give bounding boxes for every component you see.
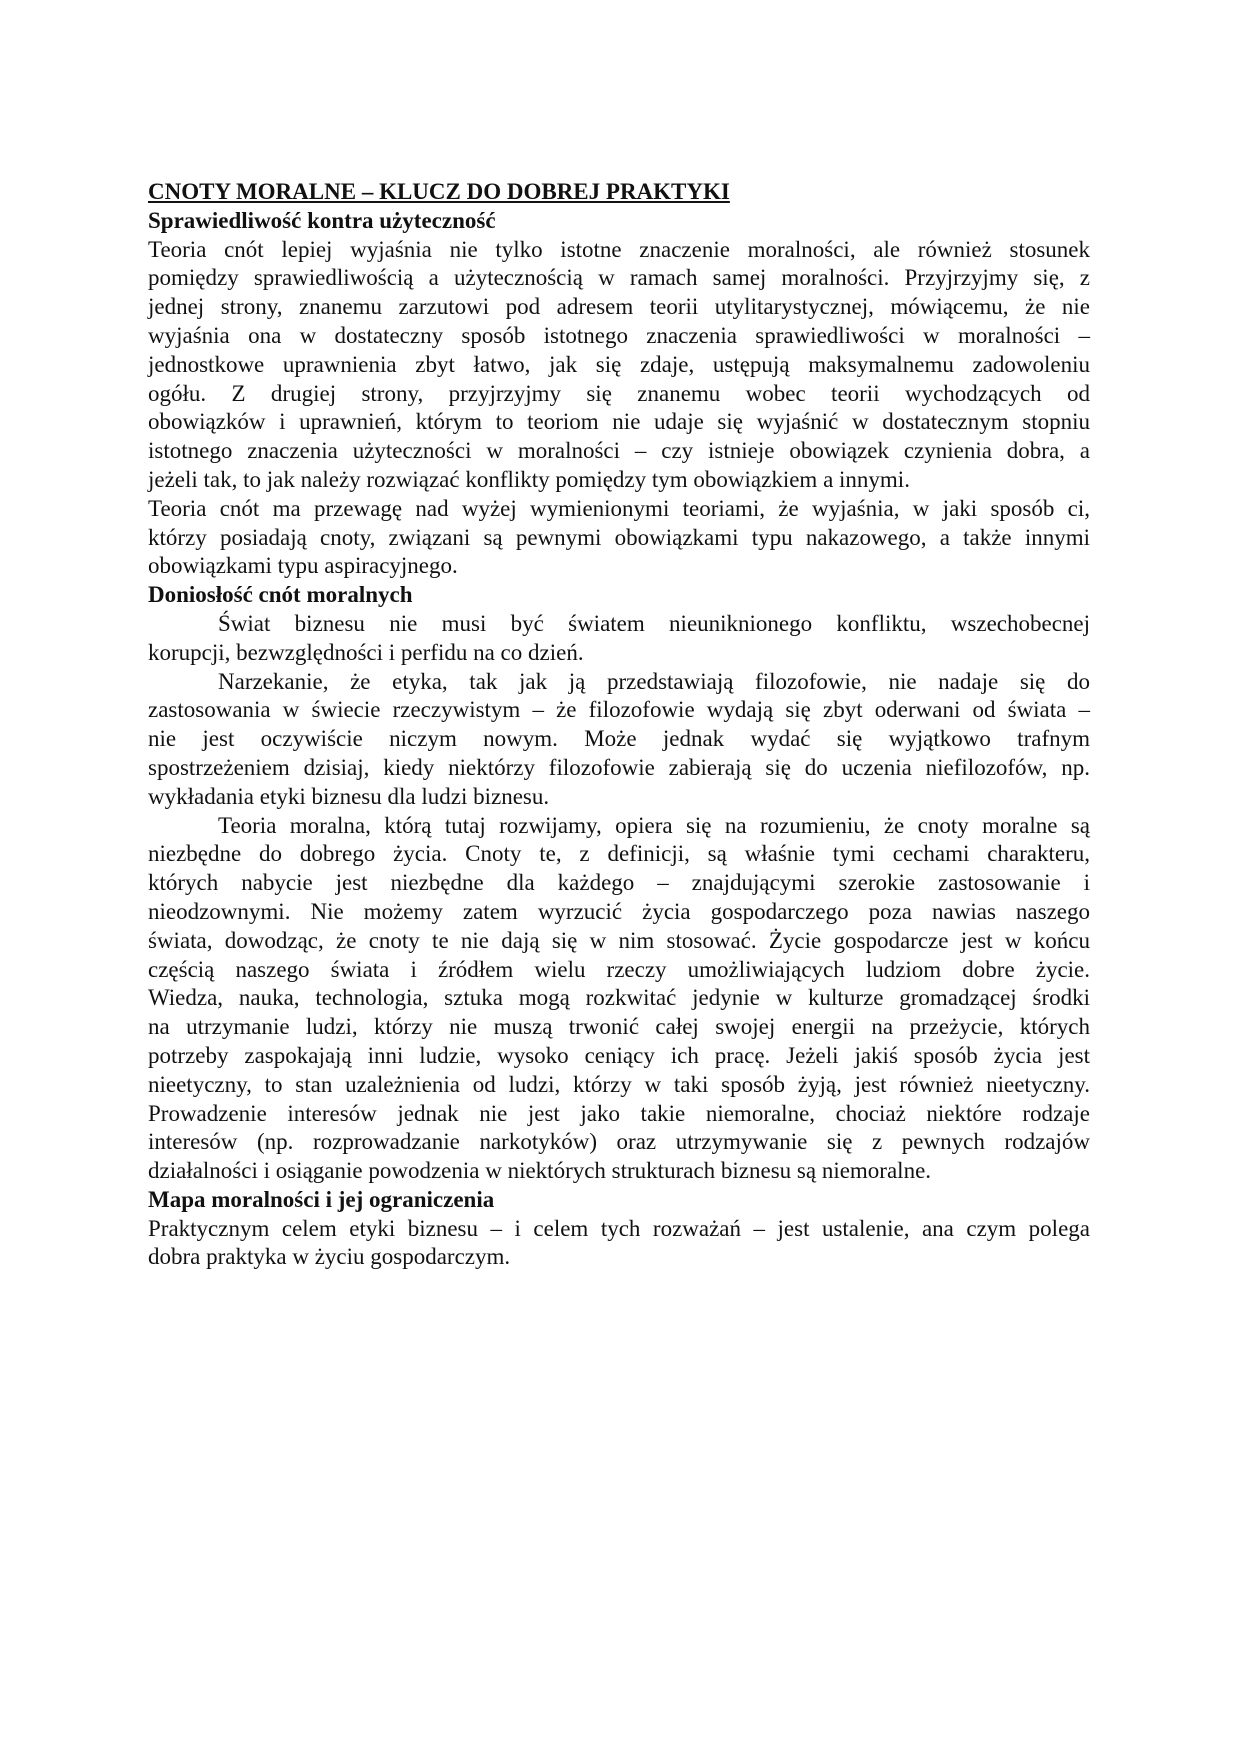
- section-heading: Doniosłość cnót moralnych: [148, 582, 413, 608]
- text-line: jeżeli tak, to jak należy rozwiązać konflikty pomiędzy tym obowiązkiem a innymi.: [148, 466, 910, 492]
- text-line: Wiedza, nauka, technologia, sztuka mogą rozkwitać jedynie w kulturze gromadzącej środki: [148, 985, 1090, 1011]
- paragraph: [148, 668, 1090, 812]
- text-line: Teoria moralna, którą tutaj rozwijamy, opiera się na rozumieniu, że cnoty moralne są: [218, 812, 1090, 838]
- text-line: nieetyczny, to stan uzależnienia od ludzi, którzy w taki sposób żyją, jest również nieetyczny.: [148, 1071, 1090, 1097]
- text-line: ogółu. Z drugiej strony, przyjrzyjmy się znanemu wobec teorii wychodzących od: [148, 380, 1090, 406]
- text-line: potrzeby zaspokajają inni ludzie, wysoko ceniący ich pracę. Jeżeli jakiś sposób życia jest: [148, 1042, 1090, 1068]
- text-line: częścią naszego świata i źródłem wielu rzeczy umożliwiających ludziom dobre życie.: [148, 956, 1090, 982]
- text-line: nie jest oczywiście niczym nowym. Może jednak wydać się wyjątkowo trafnym: [148, 726, 1090, 752]
- text-line: pomiędzy sprawiedliwością a użytecznością w ramach samej moralności. Przyjrzyjmy się, z: [148, 265, 1090, 291]
- text-line: wykładania etyki biznesu dla ludzi biznesu.: [148, 783, 550, 809]
- paragraph: [148, 1215, 1090, 1273]
- text-line: Narzekanie, że etyka, tak jak ją przedstawiają filozofowie, nie nadaje się do: [218, 668, 1090, 694]
- text-line: Teoria cnót ma przewagę nad wyżej wymienionymi teoriami, że wyjaśnia, w jaki sposób ci,: [148, 495, 1090, 521]
- text-line: obowiązków i uprawnień, którym to teoriom nie udaje się wyjaśnić w dostatecznym stopniu: [148, 409, 1090, 435]
- text-line: spostrzeżeniem dzisiaj, kiedy niektórzy filozofowie zabierają się do uczenia niefilozofów, np.: [148, 754, 1090, 780]
- text-line: zastosowania w świecie rzeczywistym – że filozofowie wydają się zbyt oderwani od świata –: [148, 697, 1090, 723]
- paragraph: [148, 236, 1090, 495]
- text-line: obowiązkami typu aspiracyjnego.: [148, 553, 458, 579]
- text-line: wyjaśnia ona w dostateczny sposób istotnego znaczenia sprawiedliwości w moralności –: [148, 322, 1090, 348]
- text-line: działalności i osiąganie powodzenia w niektórych strukturach biznesu są niemoralne.: [148, 1158, 932, 1184]
- text-line: Praktycznym celem etyki biznesu – i celem tych rozważań – jest ustalenie, ana czym polega: [148, 1215, 1090, 1241]
- text-line: nieodzownymi. Nie możemy zatem wyrzucić życia gospodarczego poza nawias naszego: [148, 898, 1090, 924]
- text-line: istotnego znaczenia użyteczności w moralności – czy istnieje obowiązek czynienia dobra, a: [148, 438, 1090, 464]
- text-line: interesów (np. rozprowadzanie narkotyków) oraz utrzymywanie się z pewnych rodzajów: [148, 1129, 1090, 1155]
- text-line: niezbędne do dobrego życia. Cnoty te, z definicji, są właśnie tymi cechami charakteru,: [148, 841, 1090, 867]
- text-line: Świat biznesu nie musi być światem nieuniknionego konfliktu, wszechobecnej: [218, 610, 1090, 636]
- section-heading: Mapa moralności i jej ograniczenia: [148, 1186, 495, 1212]
- text-line: świata, dowodząc, że cnoty te nie dają się w nim stosować. Życie gospodarcze jest w końcu: [148, 927, 1090, 953]
- text-line: Prowadzenie interesów jednak nie jest jako takie niemoralne, chociaż niektóre rodzaje: [148, 1100, 1090, 1126]
- text-line: dobra praktyka w życiu gospodarczym.: [148, 1244, 511, 1270]
- text-line: których nabycie jest niezbędne dla każdego – znajdującymi szerokie zastosowanie i: [148, 870, 1090, 896]
- text-line: korupcji, bezwzględności i perfidu na co dzień.: [148, 639, 584, 665]
- paragraph: [148, 495, 1090, 581]
- paragraph: [148, 812, 1090, 1186]
- document-page: [148, 178, 1090, 1272]
- document-title: CNOTY MORALNE – KLUCZ DO DOBREJ PRAKTYKI: [148, 179, 730, 204]
- text-line: którzy posiadają cnoty, związani są pewnymi obowiązkami typu nakazowego, a także innymi: [148, 524, 1090, 550]
- paragraph: [148, 610, 1090, 668]
- text-line: jednej strony, znanemu zarzutowi pod adresem teorii utylitarystycznej, mówiącemu, że nie: [148, 294, 1090, 320]
- text-line: na utrzymanie ludzi, którzy nie muszą trwonić całej swojej energii na przeżycie, których: [148, 1014, 1090, 1040]
- text-line: Teoria cnót lepiej wyjaśnia nie tylko istotne znaczenie moralności, ale również stosunek: [148, 236, 1090, 262]
- text-line: jednostkowe uprawnienia zbyt łatwo, jak się zdaje, ustępują maksymalnemu zadowoleniu: [148, 351, 1090, 377]
- section-heading: Sprawiedliwość kontra użyteczność: [148, 207, 496, 233]
